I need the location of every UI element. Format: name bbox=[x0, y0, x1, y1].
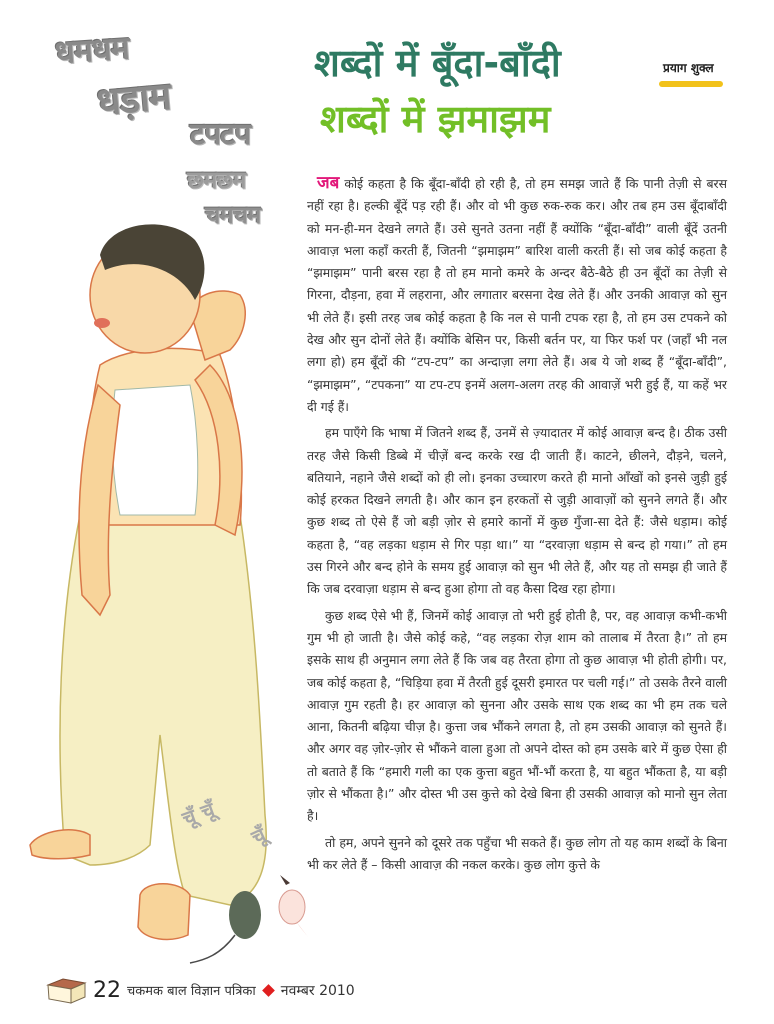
article-paragraph-1: जब कोई कहता है कि बूँदा-बाँदी हो रही है, तो हम समझ जाते हैं कि पानी तेज़ी से बरस नहीं रहा है। हल्की बूँदें पड़ रही हैं। और वो भी कुछ रुक-रुक कर। और तब हम उस बूँदाबाँदी को मन-ही-मन देखने लगते हैं। उसे सुनते उतना नहीं हैं क्योंकि “बूँदा-बाँदी” वाली बूँदें उतनी आवाज़ भला कहाँ करती हैं, जितनी “झमाझम” बारिश वाली करती हैं। सो जब कोई कहता है “झमाझम” पानी बरस रहा है तो हम मानो कमरे के अन्दर बैठे-बैठे ही उन बूँदों का तेज़ी से गिरना, दौड़ना, हवा में लहराना, और लगातार बरसना देख लेते हैं। और उनकी आवाज़ को सुन भी लेते हैं। इसी तरह जब कोई कहता है कि नल से पानी टपक रहा है, तो हम उस टपकने को देख और सुन दोनों लेते हैं। क्योंकि बेसिन पर, किसी बर्तन पर, या फिर फर्श पर (जहाँ भी नल लगा हो) हम बूँदों की “टप-टप” का अन्दाज़ा लगा लेते हैं। अब ये जो शब्द हैं “बूँदा-बाँदी”, “झमाझम”, “टपकना” या टप-टप इनमें अलग-अलग तरह की आवाज़ें भरी हुई हैं, या कहें भर दी गई हैं। bbox=[307, 173, 727, 414]
sound-word-choon: चूँ bbox=[247, 822, 270, 850]
article-paragraph-4: तो हम, अपने सुनने को दूसरे तक पहुँचा भी सकते हैं। कुछ लोग तो यह काम शब्दों के बिना भी कर लेते हैं – किसी आवाज़ की नकल करके। कुछ लोग कुत्ते के bbox=[307, 834, 727, 872]
author-name: प्रयाग शुक्ल bbox=[663, 61, 714, 75]
sound-word-taptap: टपटप bbox=[190, 117, 251, 152]
article-paragraph-2: हम पाएँगे कि भाषा में जितने शब्द हैं, उनमें से ज़्यादातर में कोई आवाज़ बन्द है। ठीक उसी तरह जैसे किसी डिब्बे में चीज़ें बन्द करके रख दी जाती हैं। काटने, छीलने, दौड़ने, चलने, बतियाने, नहाने जैसे शब्दों को ही लो। इनका उच्चारण करते ही मानो आँखों को इनसे जुड़ी हुई कोई हरकत दिखने लगती है। और कान इन हरकतों से जुड़ी आवाज़ों को सुनने लगते हैं। और कुछ शब्द तो ऐसे हैं जो बड़ी ज़ोर से हमारे कानों में कुछ गुँजा-सा देते हैं: जैसे धड़ाम। कोई कहता है, “वह लड़का धड़ाम से गिर पड़ा था।” या “दरवाज़ा धड़ाम से बन्द हो गया।” तो हम उस गिरने और बन्द होने के समय हुई आवाज़ को सुन भी लेते हैं, और यह तो समझ ही जाते हैं कि जब दरवाज़ा धड़ाम से बन्द हुआ होगा तो वह कैसा दिख रहा होगा। bbox=[307, 425, 727, 597]
sound-word-dhamdham: धमधम bbox=[53, 28, 130, 72]
sound-word-dhadaam: धड़ाम bbox=[95, 73, 173, 125]
drop-word: जब bbox=[317, 173, 340, 193]
article-body bbox=[307, 172, 727, 880]
diamond-separator-icon bbox=[262, 984, 275, 997]
box-icon bbox=[45, 975, 87, 1005]
page-footer bbox=[45, 975, 355, 1005]
sound-word-chamcham: चमचम bbox=[205, 201, 261, 229]
page-number: 22 bbox=[93, 977, 121, 1003]
author-underline bbox=[659, 81, 723, 87]
boy-listening-illustration bbox=[20, 215, 310, 975]
page-title-line1: शब्दों में बूँदा-बाँदी bbox=[314, 41, 561, 85]
magazine-name: चकमक बाल विज्ञान पत्रिका bbox=[127, 984, 256, 999]
page-title-line2: शब्दों में झमाझम bbox=[320, 97, 551, 141]
sound-word-chhamchham: छमछम bbox=[187, 166, 246, 194]
article-paragraph-3: कुछ शब्द ऐसे भी हैं, जिनमें कोई आवाज़ तो भरी हुई होती है, पर, वह आवाज़ कभी-कभी गुम भी हो जाती है। जैसे कोई कहे, “वह लड़का रोज़ शाम को तालाब में तैरता है।” तो हम इसके साथ ही अनुमान लगा लेते हैं कि जब वह तैरता होगा तो कुछ आवाज़ भी होती होगी। पर, जब कोई कहता है, “चिड़िया हवा में तैरती हुई दूसरी इमारत पर चली गई।” तो उसके तैरने वाली आवाज़ गुम रहती है। हर आवाज़ को सुनना और उसके साथ एक शब्द का भी हम तक चले आना, कितनी बढ़िया चीज़ है। कुत्ता जब भौंकने लगता है, तो हम उसकी आवाज़ को सुनते हैं। और अगर वह ज़ोर-ज़ोर से भौंकने वाला हुआ तो अपने दोस्त को हम उसके बारे में कुछ ऐसा ही तो बताते हैं कि “हमारी गली का एक कुत्ता बहुत भौं-भौं करता है, या बहुत भौंकता है, या बड़ी ज़ोर से भौंकता है।” और दोस्त भी उस कुत्ते को देखे बिना ही उसकी आवाज़ को मानो सुन लेता है। bbox=[307, 607, 727, 824]
sound-word-choon-choon: चूँ चूँ bbox=[179, 797, 218, 831]
issue-date: नवम्बर 2010 bbox=[280, 982, 355, 999]
